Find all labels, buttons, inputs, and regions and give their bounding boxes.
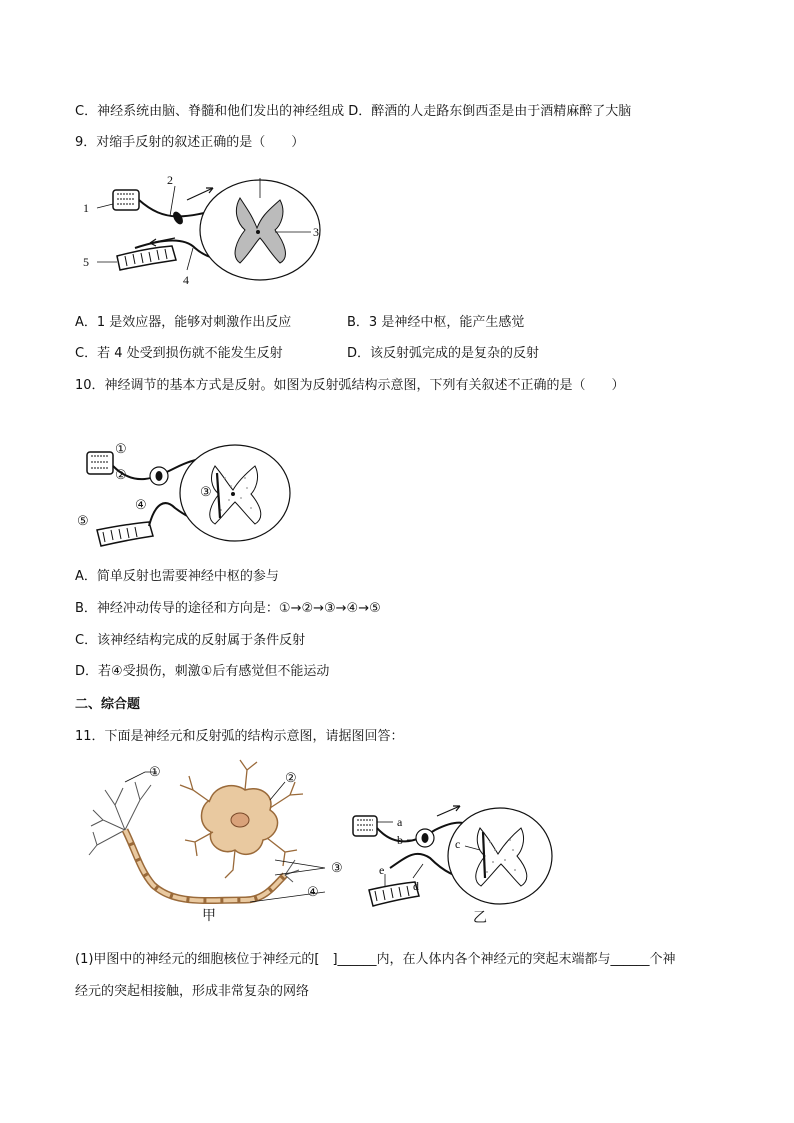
q9-stem: 9．对缩手反射的叙述正确的是（ ） [75,135,305,150]
q9-label-3: 3 [313,225,319,239]
q9-label-1: 1 [83,201,89,215]
q10-reflex-arc-figure [75,438,295,558]
q9-option-a: A．1 是效应器，能够对刺激作出反应 [75,315,292,330]
q10-option-c: C．该神经结构完成的反射属于条件反射 [75,633,306,648]
q10-label-1: ① [115,441,127,456]
q11-yi-label-d: d [413,879,419,893]
q10-label-2: ② [115,467,127,482]
q11-sub1-line2: 经元的突起相接触，形成非常复杂的网络 [75,984,310,999]
q10-option-b: B．神经冲动传导的途径和方向是：①→②→③→④→⑤ [75,601,381,616]
q10-stem: 10．神经调节的基本方式是反射。如图为反射弧结构示意图，下列有关叙述不正确的是（ ） [75,378,625,393]
q9-option-c: C．若 4 处受到损伤就不能发生反射 [75,346,283,361]
q9-label-5: 5 [83,255,89,269]
q11-jia-label-2: ② [285,770,297,785]
q11-yi-label-a: a [397,815,403,829]
q11-yi-label-b: b [397,833,403,847]
q11-jia-label-4: ④ [307,884,319,899]
q10-label-4: ④ [135,497,147,512]
q11-neuron-figure-jia [85,760,365,930]
q10-option-d: D．若④受损伤，刺激①后有感觉但不能运动 [75,664,330,679]
q9-label-4: 4 [183,273,189,287]
q10-label-5: ⑤ [77,513,89,528]
q11-jia-caption: 甲 [202,908,216,924]
q9-option-b: B．3 是神经中枢，能产生感觉 [347,315,525,330]
q11-jia-label-1: ① [149,764,161,779]
section-title: 二、综合题 [75,697,141,712]
q11-yi-label-c: c [455,837,461,851]
q11-yi-label-e: e [379,863,385,877]
q10-option-a: A．简单反射也需要神经中枢的参与 [75,569,279,584]
q11-yi-caption: 乙 [473,910,487,926]
q9-option-d: D．该反射弧完成的是复杂的反射 [347,346,540,361]
q11-jia-label-3: ③ [331,860,343,875]
q11-sub1-line1: (1)甲图中的神经元的细胞核位于神经元的[ ]______内，在人体内各个神经元的突起末端都与______个神 [75,952,676,967]
q9-label-2: 2 [167,173,173,187]
q10-label-3: ③ [200,484,212,499]
q11-stem: 11．下面是神经元和反射弧的结构示意图，请据图回答： [75,729,404,744]
q8-option-cd: C．神经系统由脑、脊髓和他们发出的神经组成 D．醉酒的人走路东倒西歪是由于酒精麻醉了大脑 [75,104,632,119]
q9-reflex-arc-figure [75,168,335,298]
q11-reflex-arc-figure-yi [345,798,555,928]
